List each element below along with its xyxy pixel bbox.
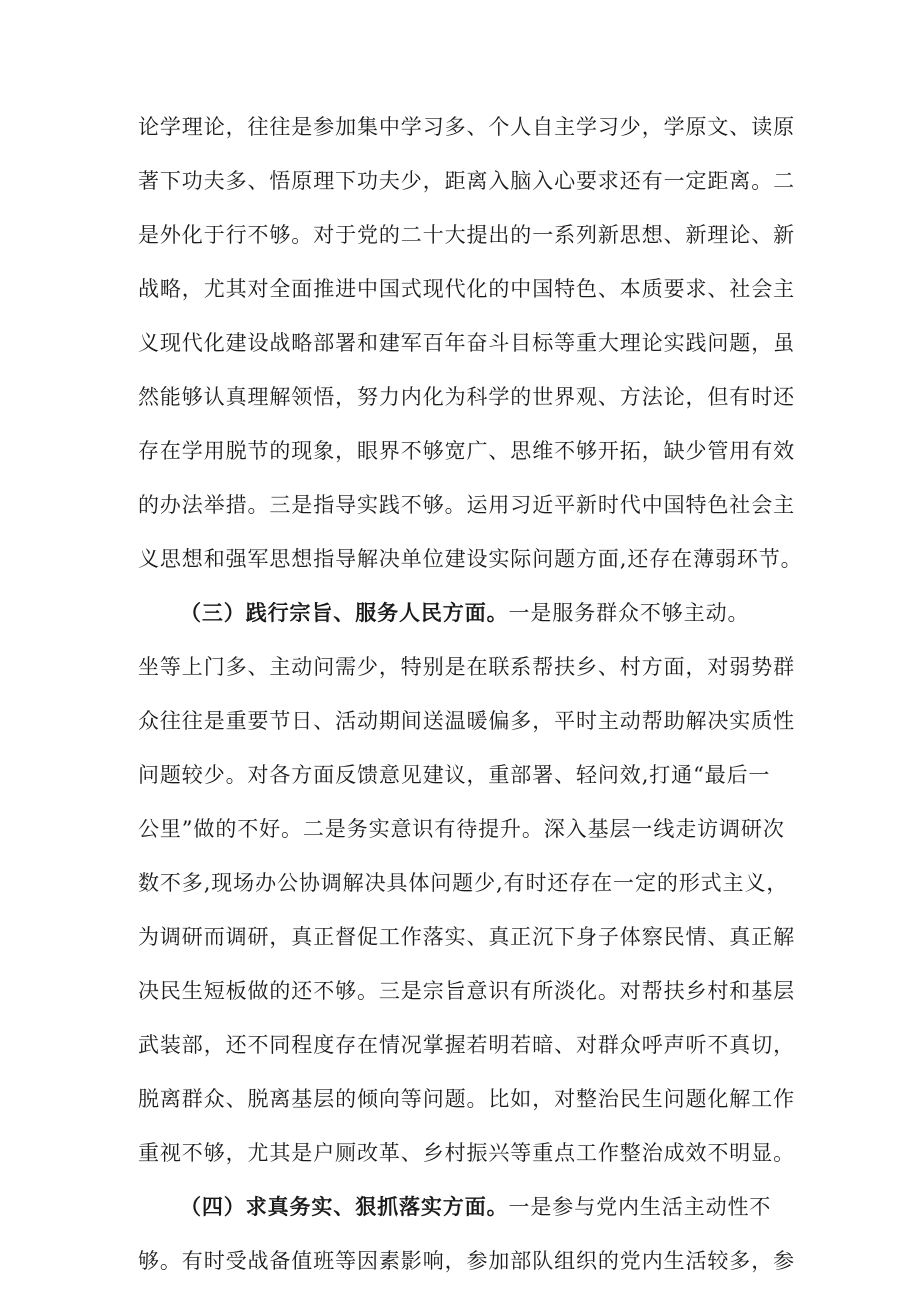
paragraph-line: 存在学用脱节的现象，眼界不够宽广、思维不够开拓，缺少管用有效 [138, 439, 795, 463]
paragraph-line: 义现代化建设战略部署和建军百年奋斗目标等重大理论实践问题，虽 [138, 331, 795, 355]
paragraph-line: 公里”做的不好。二是务实意识有待提升。深入基层一线走访调研次 [138, 817, 785, 841]
section-3-first-line [180, 598, 749, 628]
paragraph-line: 坐等上门多、主动问需少，特别是在联系帮扶乡、村方面，对弱势群 [138, 655, 795, 679]
paragraph-line: 决民生短板做的还不够。三是宗旨意识有所淡化。对帮扶乡村和基层 [138, 979, 795, 1003]
section-4-heading: （四）求真务实、狠抓落实方面。 [180, 1194, 509, 1219]
section-3-first-line-text: 一是服务群众不够主动。 [508, 601, 750, 625]
section-4-first-line-text: 一是参与党内生活主动性不 [508, 1195, 772, 1219]
paragraph-line: 义思想和强军思想指导解决单位建设实际问题方面,还存在薄弱环节。 [138, 547, 803, 571]
paragraph-line: 然能够认真理解领悟，努力内化为科学的世界观、方法论，但有时还 [138, 385, 795, 409]
section-3-heading: （三）践行宗旨、服务人民方面。 [180, 600, 509, 625]
paragraph-line: 脱离群众、脱离基层的倾向等问题。比如，对整治民生问题化解工作 [138, 1087, 795, 1111]
paragraph-line: 为调研而调研，真正督促工作落实、真正沉下身子体察民情、真正解 [138, 925, 795, 949]
section-4-first-line [180, 1192, 771, 1222]
paragraph-line: 数不多,现场办公协调解决具体问题少,有时还存在一定的形式主义， [138, 871, 789, 895]
paragraph-line: 重视不够，尤其是户厕改革、乡村振兴等重点工作整治成效不明显。 [138, 1141, 795, 1165]
paragraph-line: 够。有时受战备值班等因素影响，参加部队组织的党内生活较多，参 [138, 1249, 795, 1273]
paragraph-line: 战略，尤其对全面推进中国式现代化的中国特色、本质要求、社会主 [138, 277, 795, 301]
paragraph-line: 众往往是重要节日、活动期间送温暖偏多，平时主动帮助解决实质性 [138, 709, 795, 733]
paragraph-line: 武装部，还不同程度存在情况掌握若明若暗、对群众呼声听不真切， [138, 1033, 795, 1057]
paragraph-line: 是外化于行不够。对于党的二十大提出的一系列新思想、新理论、新 [138, 223, 795, 247]
paragraph-line: 的办法举措。三是指导实践不够。运用习近平新时代中国特色社会主 [138, 493, 795, 517]
paragraph-line: 论学理论，往往是参加集中学习多、个人自主学习少，学原文、读原 [138, 115, 795, 139]
paragraph-line: 问题较少。对各方面反馈意见建议，重部署、轻问效,打通“最后一 [138, 763, 771, 787]
paragraph-line: 著下功夫多、悟原理下功夫少，距离入脑入心要求还有一定距离。二 [138, 169, 795, 193]
